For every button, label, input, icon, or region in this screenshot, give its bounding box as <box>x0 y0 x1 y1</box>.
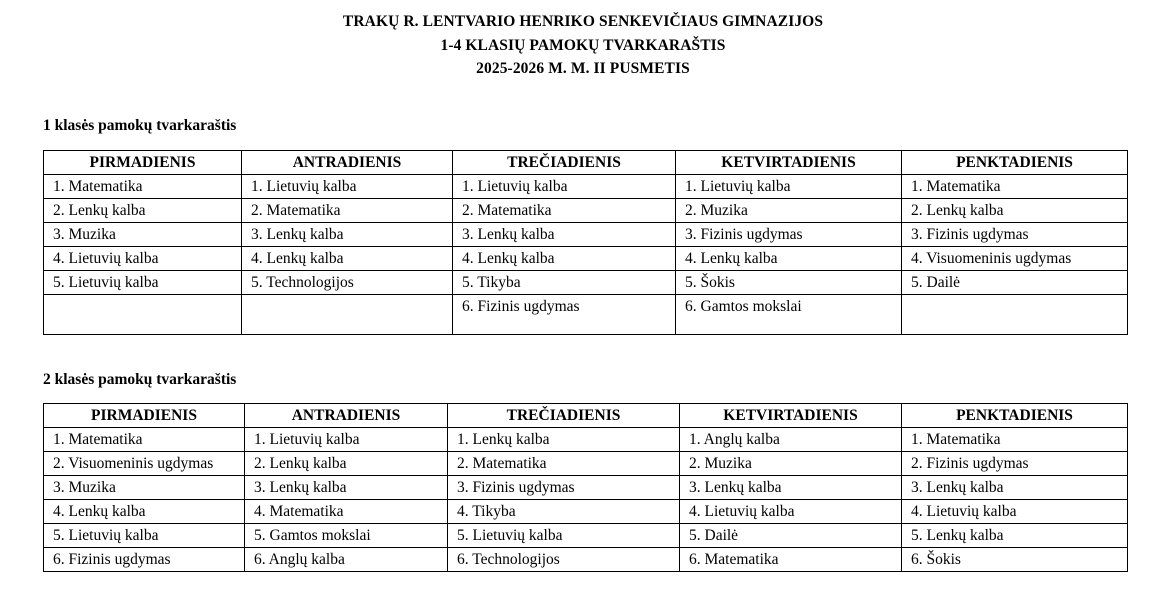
lesson-cell: 4. Matematika <box>245 500 448 524</box>
lesson-cell: 5. Dailė <box>902 271 1128 295</box>
lesson-cell: 4. Lietuvių kalba <box>902 500 1128 524</box>
class2-section-title: 2 klasės pamokų tvarkaraštis <box>43 371 237 388</box>
day-header-tuesday: ANTRADIENIS <box>242 151 453 175</box>
lesson-cell: 6. Technologijos <box>448 548 680 572</box>
lesson-cell: 6. Matematika <box>680 548 902 572</box>
lesson-cell: 2. Muzika <box>680 452 902 476</box>
day-header-monday: PIRMADIENIS <box>44 404 245 428</box>
lesson-cell: 6. Šokis <box>902 548 1128 572</box>
table-header-row <box>44 151 1128 175</box>
lesson-cell: 1. Lietuvių kalba <box>242 175 453 199</box>
lesson-cell: 4. Lenkų kalba <box>453 247 676 271</box>
class1-section-title: 1 klasės pamokų tvarkaraštis <box>43 117 237 134</box>
lesson-cell: 1. Matematika <box>902 175 1128 199</box>
lesson-cell: 3. Lenkų kalba <box>453 223 676 247</box>
lesson-cell: 6. Gamtos mokslai <box>676 295 902 335</box>
lesson-cell: 3. Lenkų kalba <box>242 223 453 247</box>
lesson-cell: 5. Lenkų kalba <box>902 524 1128 548</box>
lesson-cell: 2. Lenkų kalba <box>245 452 448 476</box>
lesson-cell: 3. Muzika <box>44 476 245 500</box>
lesson-cell <box>242 295 453 335</box>
lesson-cell: 5. Dailė <box>680 524 902 548</box>
lesson-cell: 5. Šokis <box>676 271 902 295</box>
day-header-friday: PENKTADIENIS <box>902 151 1128 175</box>
schedule-title: 1-4 KLASIŲ PAMOKŲ TVARKARAŠTIS <box>440 36 726 54</box>
lesson-cell: 1. Lietuvių kalba <box>676 175 902 199</box>
lesson-cell: 4. Lenkų kalba <box>242 247 453 271</box>
lesson-cell: 3. Fizinis ugdymas <box>448 476 680 500</box>
class2-schedule-table <box>43 403 1128 572</box>
lesson-cell: 2. Matematika <box>242 199 453 223</box>
lesson-cell: 6. Fizinis ugdymas <box>453 295 676 335</box>
lesson-cell: 1. Matematika <box>44 175 242 199</box>
lesson-cell: 4. Lenkų kalba <box>44 500 245 524</box>
day-header-tuesday: ANTRADIENIS <box>245 404 448 428</box>
lesson-cell: 2. Matematika <box>453 199 676 223</box>
lesson-cell: 4. Lietuvių kalba <box>680 500 902 524</box>
lesson-cell: 2. Lenkų kalba <box>44 199 242 223</box>
lesson-cell: 5. Lietuvių kalba <box>44 524 245 548</box>
lesson-cell: 2. Muzika <box>676 199 902 223</box>
lesson-cell: 5. Technologijos <box>242 271 453 295</box>
lesson-cell: 1. Lietuvių kalba <box>453 175 676 199</box>
lesson-cell: 1. Matematika <box>44 428 245 452</box>
table-header-row <box>44 404 1128 428</box>
table-row <box>44 500 1128 524</box>
school-name: TRAKŲ R. LENTVARIO HENRIKO SENKEVIČIAUS GIMNAZIJOS <box>342 13 824 30</box>
lesson-cell: 3. Muzika <box>44 223 242 247</box>
table-row <box>44 247 1128 271</box>
table-row <box>44 548 1128 572</box>
lesson-cell: 3. Fizinis ugdymas <box>676 223 902 247</box>
table-row <box>44 175 1128 199</box>
lesson-cell: 5. Gamtos mokslai <box>245 524 448 548</box>
lesson-cell <box>44 295 242 335</box>
day-header-friday: PENKTADIENIS <box>902 404 1128 428</box>
table-row <box>44 476 1128 500</box>
class1-schedule-table <box>43 150 1128 335</box>
lesson-cell: 4. Tikyba <box>448 500 680 524</box>
lesson-cell <box>902 295 1128 335</box>
lesson-cell: 4. Lietuvių kalba <box>44 247 242 271</box>
lesson-cell: 2. Lenkų kalba <box>902 199 1128 223</box>
day-header-monday: PIRMADIENIS <box>44 151 242 175</box>
table-row <box>44 452 1128 476</box>
lesson-cell: 1. Matematika <box>902 428 1128 452</box>
lesson-cell: 3. Lenkų kalba <box>245 476 448 500</box>
table-row <box>44 524 1128 548</box>
lesson-cell: 2. Fizinis ugdymas <box>902 452 1128 476</box>
lesson-cell: 5. Lietuvių kalba <box>44 271 242 295</box>
lesson-cell: 1. Lietuvių kalba <box>245 428 448 452</box>
table-row <box>44 199 1128 223</box>
day-header-wednesday: TREČIADIENIS <box>453 151 676 175</box>
lesson-cell: 5. Lietuvių kalba <box>448 524 680 548</box>
lesson-cell: 6. Anglų kalba <box>245 548 448 572</box>
day-header-wednesday: TREČIADIENIS <box>448 404 680 428</box>
table-row <box>44 428 1128 452</box>
lesson-cell: 1. Lenkų kalba <box>448 428 680 452</box>
lesson-cell: 6. Fizinis ugdymas <box>44 548 245 572</box>
table-row <box>44 295 1128 335</box>
lesson-cell: 3. Fizinis ugdymas <box>902 223 1128 247</box>
lesson-cell: 2. Matematika <box>448 452 680 476</box>
lesson-cell: 4. Visuomeninis ugdymas <box>902 247 1128 271</box>
lesson-cell: 1. Anglų kalba <box>680 428 902 452</box>
day-header-thursday: KETVIRTADIENIS <box>680 404 902 428</box>
lesson-cell: 3. Lenkų kalba <box>680 476 902 500</box>
lesson-cell: 2. Visuomeninis ugdymas <box>44 452 245 476</box>
table-row <box>44 271 1128 295</box>
lesson-cell: 3. Lenkų kalba <box>902 476 1128 500</box>
lesson-cell: 5. Tikyba <box>453 271 676 295</box>
table-row <box>44 223 1128 247</box>
lesson-cell: 4. Lenkų kalba <box>676 247 902 271</box>
day-header-thursday: KETVIRTADIENIS <box>676 151 902 175</box>
school-year: 2025-2026 M. M. II PUSMETIS <box>476 60 690 77</box>
document-header <box>0 10 1166 81</box>
